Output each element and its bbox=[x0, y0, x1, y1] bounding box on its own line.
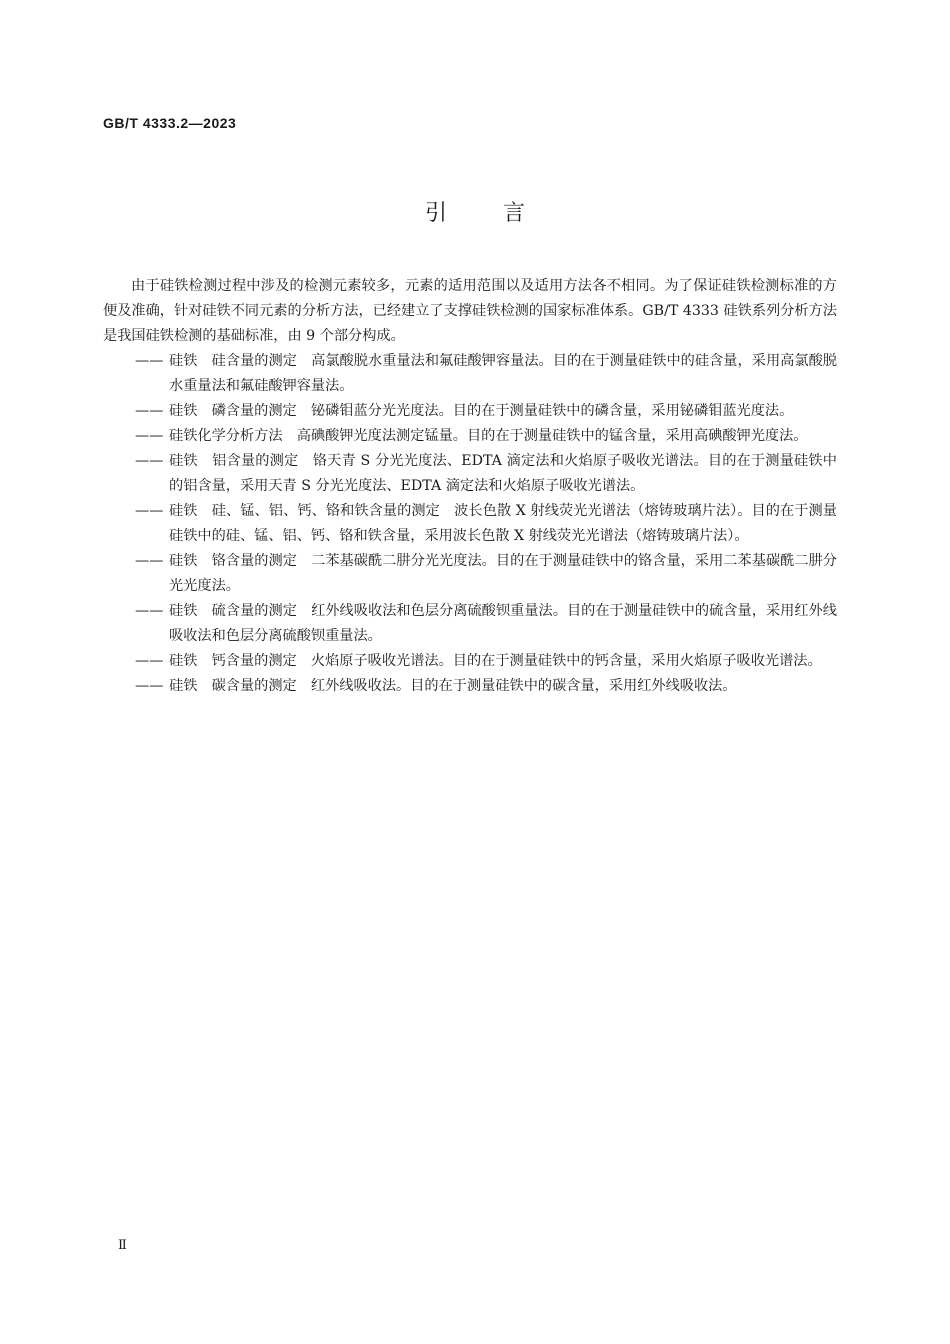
list-dash: —— bbox=[135, 353, 164, 369]
list-item-text: 硅铁 钙含量的测定 火焰原子吸收光谱法。目的在于测量硅铁中的钙含量，采用火焰原子吸收光谱法。 bbox=[169, 653, 822, 669]
list-dash: —— bbox=[135, 603, 164, 619]
list-item bbox=[135, 499, 837, 549]
list-item-text: 硅铁 磷含量的测定 铋磷钼蓝分光光度法。目的在于测量硅铁中的磷含量，采用铋磷钼蓝光度法。 bbox=[169, 403, 794, 419]
list-dash: —— bbox=[135, 678, 164, 694]
page-title: 引言 bbox=[424, 201, 581, 226]
list-item bbox=[135, 674, 837, 699]
list-item bbox=[135, 449, 837, 499]
list-item-text: 硅铁 铬含量的测定 二苯基碳酰二肼分光光度法。目的在于测量硅铁中的铬含量，采用二苯基碳酰二肼分光光度法。 bbox=[169, 553, 837, 594]
list-item-text: 硅铁化学分析方法 高碘酸钾光度法测定锰量。目的在于测量硅铁中的锰含量，采用高碘酸钾光度法。 bbox=[169, 428, 808, 444]
list-dash: —— bbox=[135, 553, 164, 569]
page-number: Ⅱ bbox=[118, 1238, 127, 1253]
list-item-text: 硅铁 铝含量的测定 铬天青 S 分光光度法、EDTA 滴定法和火焰原子吸收光谱法。目的在于测量硅铁中的铝含量，采用天青 S 分光光度法、EDTA 滴定法和火焰原子吸收光谱法。 bbox=[169, 453, 837, 494]
list-item bbox=[135, 349, 837, 399]
list-dash: —— bbox=[135, 503, 164, 519]
list-item bbox=[135, 599, 837, 649]
list-dash: —— bbox=[135, 653, 164, 669]
list-item-text: 硅铁 硫含量的测定 红外线吸收法和色层分离硫酸钡重量法。目的在于测量硅铁中的硫含量，采用红外线吸收法和色层分离硫酸钡重量法。 bbox=[169, 603, 837, 644]
standard-code: GB/T 4333.2—2023 bbox=[103, 115, 237, 131]
list-dash: —— bbox=[135, 403, 164, 419]
list-item-text: 硅铁 硅含量的测定 高氯酸脱水重量法和氟硅酸钾容量法。目的在于测量硅铁中的硅含量，采用高氯酸脱水重量法和氟硅酸钾容量法。 bbox=[169, 353, 837, 394]
list-item bbox=[135, 424, 837, 449]
list-item bbox=[135, 549, 837, 599]
list-item-text: 硅铁 碳含量的测定 红外线吸收法。目的在于测量硅铁中的碳含量，采用红外线吸收法。 bbox=[169, 678, 737, 694]
list-item bbox=[135, 649, 837, 674]
list-dash: —— bbox=[135, 428, 164, 444]
document-body bbox=[103, 274, 837, 699]
standard-parts-list bbox=[103, 349, 837, 699]
list-item bbox=[135, 399, 837, 424]
intro-paragraph: 由于硅铁检测过程中涉及的检测元素较多，元素的适用范围以及适用方法各不相同。为了保证硅铁检测标准的方便及准确，针对硅铁不同元素的分析方法，已经建立了支撑硅铁检测的国家标准体系。GB/T 4333 硅铁系列分析方法是我国硅铁检测的基础标准，由 9 个部分构成。 bbox=[103, 278, 837, 344]
list-item-text: 硅铁 硅、锰、铝、钙、铬和铁含量的测定 波长色散 X 射线荧光光谱法（熔铸玻璃片法）。目的在于测量硅铁中的硅、锰、铝、钙、铬和铁含量，采用波长色散 X 射线荧光光谱法（熔铸玻璃片法）。 bbox=[169, 503, 837, 544]
list-dash: —— bbox=[135, 453, 164, 469]
